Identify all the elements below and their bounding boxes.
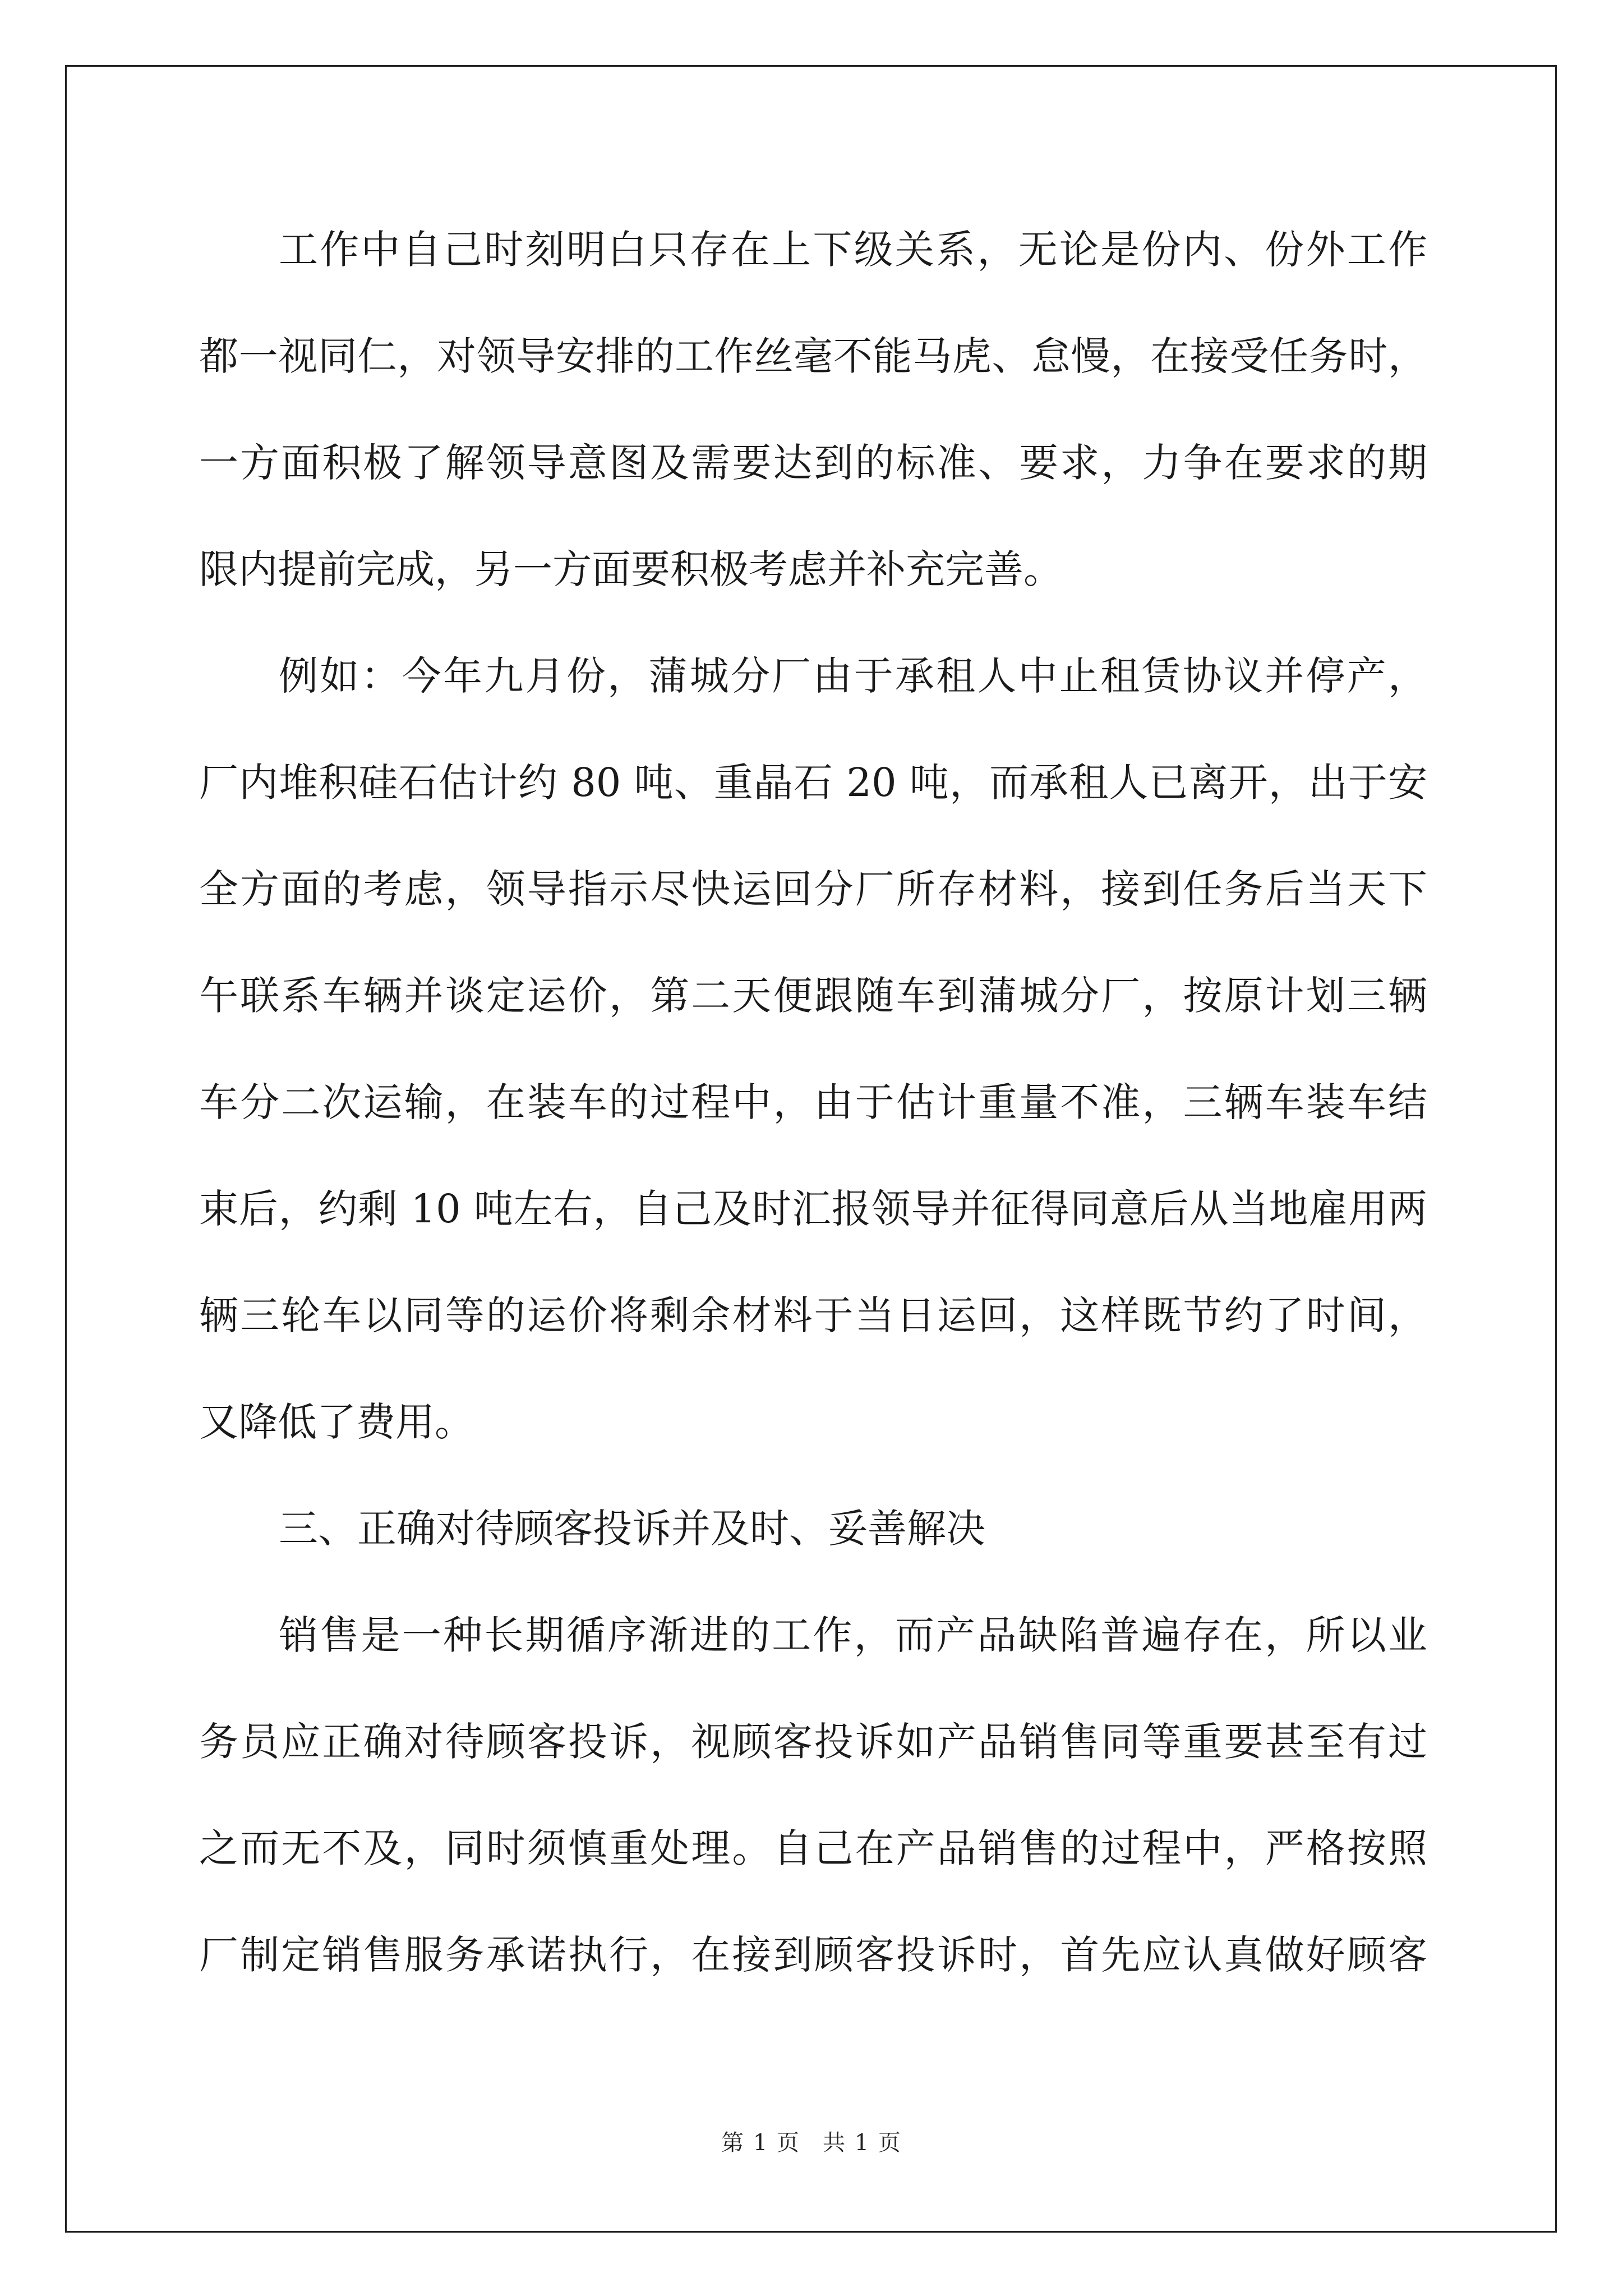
text-line: 务员应正确对待顾客投诉，视顾客投诉如产品销售同等重要甚至有过: [199, 1719, 1427, 1765]
text-line: 工作中自己时刻明白只存在上下级关系，无论是份内、份外工作: [279, 227, 1427, 273]
text-line: 厂制定销售服务承诺执行，在接到顾客投诉时，首先应认真做好顾客: [199, 1932, 1427, 1978]
page-number-total: 共 1 页: [823, 2130, 902, 2156]
text-line: 三、正确对待顾客投诉并及时、妥善解决: [279, 1506, 985, 1552]
text-line: 又降低了费用。: [199, 1399, 474, 1445]
text-line: 全方面的考虑，领导指示尽快运回分厂所存材料，接到任务后当天下: [199, 866, 1427, 912]
text-line: 束后，约剩 10 吨左右，自己及时汇报领导并征得同意后从当地雇用两: [199, 1186, 1427, 1232]
document-body: [199, 213, 1427, 2025]
text-line: 厂内堆积硅石估计约 80 吨、重晶石 20 吨，而承租人已离开，出于安: [199, 760, 1427, 806]
text-line: 销售是一种长期循序渐进的工作，而产品缺陷普遍存在，所以业: [279, 1612, 1427, 1658]
text-line: 午联系车辆并谈定运价，第二天便跟随车到蒲城分厂，按原计划三辆: [199, 973, 1427, 1019]
text-line: 一方面积极了解领导意图及需要达到的标准、要求，力争在要求的期: [199, 440, 1427, 486]
page-footer: [0, 2126, 1623, 2160]
text-line: 限内提前完成，另一方面要积极考虑并补充完善。: [199, 546, 1063, 592]
text-line: 都一视同仁，对领导安排的工作丝毫不能马虎、怠慢，在接受任务时，: [199, 333, 1427, 379]
text-line: 车分二次运输，在装车的过程中，由于估计重量不准，三辆车装车结: [199, 1079, 1427, 1125]
text-line: 例如：今年九月份，蒲城分厂由于承租人中止租赁协议并停产，: [279, 653, 1427, 699]
text-line: 辆三轮车以同等的运价将剩余材料于当日运回，这样既节约了时间，: [199, 1292, 1427, 1338]
text-line: 之而无不及，同时须慎重处理。自己在产品销售的过程中，严格按照: [199, 1825, 1427, 1871]
page-number-current: 第 1 页: [721, 2130, 800, 2156]
